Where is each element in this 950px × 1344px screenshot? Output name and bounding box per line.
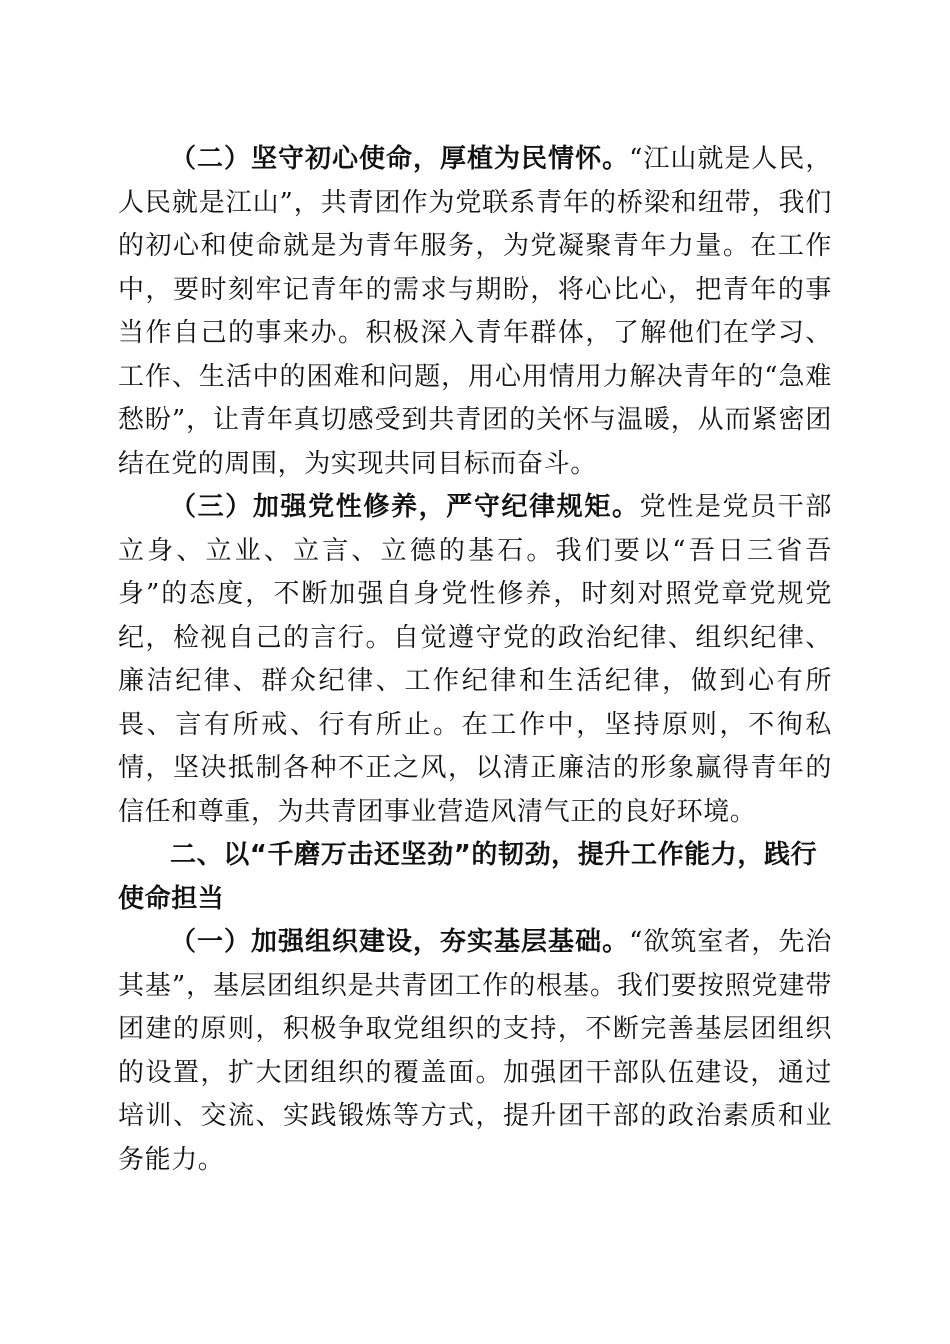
paragraph-keep-original-mission <box>118 138 832 486</box>
paragraph-party-discipline <box>118 486 832 834</box>
paragraph-body: “江山就是人民，人民就是江山”，共青团作为党联系青年的桥梁和纽带，我们的初心和使命就是为青年服务，为党凝聚青年力量。在工作中，要时刻牢记青年的需求与期盼，将心比心，把青年的事当作自己的事来办。积极深入青年群体，了解他们在学习、工作、生活中的困难和问题，用心用情用力解决青年的“急难愁盼”，让青年真切感受到共青团的关怀与温暖，从而紧密团结在党的周围，为实现共同目标而奋斗。 <box>118 144 833 479</box>
paragraph-lead: （三）加强党性修养，严守纪律规矩。 <box>170 492 640 522</box>
paragraph-organization-building <box>118 921 832 1182</box>
section-heading: 二、以“千磨万击还坚劲”的韧劲，提升工作能力，践行使命担当 <box>118 840 818 914</box>
paragraph-body: “欲筑室者，先治其基”，基层团组织是共青团工作的根基。我们要按照党建带团建的原则，积极争取党组织的支持，不断完善基层团组织的设置，扩大团组织的覆盖面。加强团干部队伍建设，通过培训、交流、实践锻炼等方式，提升团干部的政治素质和业务能力。 <box>118 927 833 1175</box>
document-page <box>118 138 832 1182</box>
paragraph-lead: （一）加强组织建设，夯实基层基础。 <box>170 927 630 957</box>
paragraph-body: 党性是党员干部立身、立业、立言、立德的基石。我们要以“吾日三省吾身”的态度，不断加强自身党性修养，时刻对照党章党规党纪，检视自己的言行。自觉遵守党的政治纪律、组织纪律、廉洁纪律、群众纪律、工作纪律和生活纪律，做到心有所畏、言有所戒、行有所止。在工作中，坚持原则，不徇私情，坚决抵制各种不正之风，以清正廉洁的形象赢得青年的信任和尊重，为共青团事业营造风清气正的良好环境。 <box>118 492 832 827</box>
paragraph-lead: （二）坚守初心使命，厚植为民情怀。 <box>170 144 630 174</box>
